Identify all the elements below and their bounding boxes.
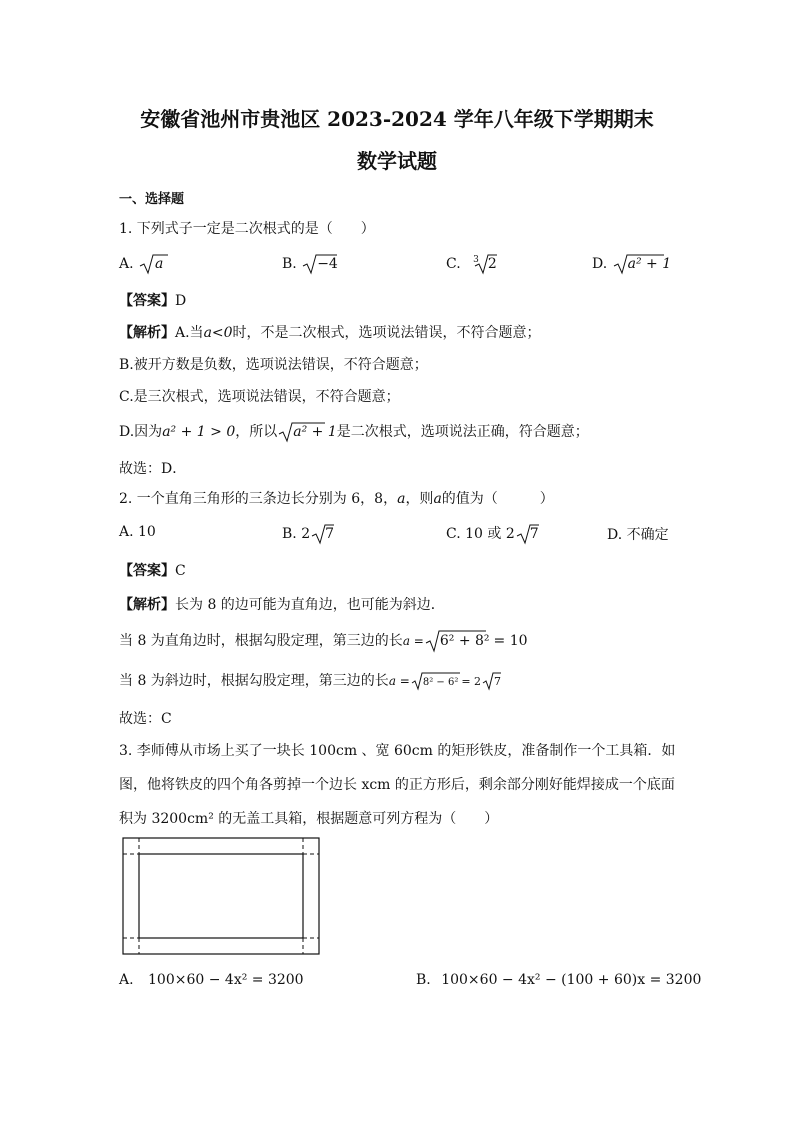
radicand: −4 (317, 256, 338, 272)
radicand: a² + 1 (627, 256, 672, 272)
math-expression: 100×60 − 4x² = 3200 (148, 972, 304, 988)
q1-option-a (119, 252, 163, 276)
inner-rectangle (139, 854, 303, 938)
q2-option-b (282, 522, 334, 546)
option-label: A. (119, 256, 134, 272)
q1-analysis-line-4 (119, 420, 589, 444)
option-label: D. (592, 256, 608, 272)
option-label: C. (446, 256, 461, 272)
q1-analysis-line-1 (119, 322, 541, 342)
q1-answer (119, 290, 186, 310)
question-2-stem (119, 488, 554, 508)
math-result: = 10 (493, 633, 528, 649)
radicand: 7 (494, 675, 502, 688)
q1-analysis-line-3: C.是三次根式，选项说法错误，不符合题意； (119, 389, 400, 405)
math-result: = 2 (461, 675, 482, 688)
q3-option-a (119, 972, 304, 988)
q2-answer (119, 560, 186, 580)
q2-option-a: A. 10 (119, 524, 156, 540)
question-3-stem-line-2: 图，他将铁皮的四个角各剪掉一个边长 xcm 的正方形后，剩余部分刚好能焊接成一个底面 (119, 777, 675, 793)
q2-analysis-line-1 (119, 594, 445, 614)
analysis-tag: 【解析】 (119, 597, 175, 613)
q1-option-c (446, 252, 497, 276)
analysis-text: ，所以 (235, 424, 278, 440)
radicand: 2 (487, 256, 497, 272)
q3-option-b (416, 972, 701, 988)
option-label: C. 10 或 2 (446, 526, 515, 542)
document-title: 安徽省池州市贵池区 2023-2024 学年八年级下学期期末 (140, 107, 654, 131)
answer-value: C (175, 563, 186, 579)
q1-analysis-line-2: B.被开方数是负数，选项说法错误，不符合题意； (119, 357, 428, 373)
stem-text: 2. 一个直角三角形的三条边长分别为 6，8， (119, 491, 398, 507)
section-heading: 一、选择题 (119, 192, 185, 207)
document-subtitle: 数学试题 (357, 149, 437, 173)
analysis-tag: 【解析】 (119, 325, 175, 341)
analysis-text: 当 8 为直角边时，根据勾股定理，第三边的长 (119, 633, 403, 649)
math-expression: a² + 1 > 0 (162, 424, 236, 440)
question-3-stem-line-3: 积为 3200cm² 的无盖工具箱，根据题意可列方程为（ ） (119, 811, 499, 827)
cut-lines (123, 838, 319, 954)
question-1-stem: 1. 下列式子一定是二次根式的是（ ） (119, 221, 375, 237)
q1-option-d (592, 252, 671, 276)
radicand: 8² − 6² (422, 677, 459, 688)
math-expression: a<0 (203, 325, 233, 341)
answer-value: D (175, 293, 187, 309)
q2-option-d: D. 不确定 (607, 527, 669, 543)
math-expression: a = (388, 674, 410, 688)
option-label: A. (119, 972, 134, 988)
radicand: 7 (529, 526, 539, 542)
q2-analysis-line-4: 故选：C (119, 711, 172, 727)
option-label: B. (282, 256, 297, 272)
q1-option-b (282, 252, 338, 276)
radicand: 7 (325, 526, 335, 542)
root-index: 3 (473, 255, 479, 266)
q2-analysis-line-3 (119, 670, 501, 692)
coefficient: 2 (301, 526, 311, 542)
answer-tag: 【答案】 (119, 563, 175, 579)
stem-text: ，则 (405, 491, 434, 507)
answer-tag: 【答案】 (119, 293, 175, 309)
sheet-metal-diagram (119, 834, 323, 958)
outer-rectangle (123, 838, 319, 954)
math-expression: 100×60 − 4x² − (100 + 60)x = 3200 (441, 972, 702, 988)
q1-analysis-line-5: 故选：D． (119, 461, 187, 477)
q2-analysis-line-2 (119, 628, 528, 654)
analysis-text: D.因为 (119, 424, 163, 440)
option-label: B. (282, 526, 297, 542)
option-label: B. (416, 972, 431, 988)
math-variable: a (397, 491, 406, 507)
question-3-stem-line-1: 3. 李师傅从市场上买了一块长 100cm 、宽 60cm 的矩形铁皮，准备制作一个工具箱．如 (119, 743, 676, 759)
analysis-text: A.当 (175, 325, 204, 341)
radicand: 6² + 8² (439, 633, 490, 649)
sqrt-icon (138, 252, 168, 276)
radicand: a² + 1 (293, 424, 337, 440)
analysis-text: 是二次根式，选项说法正确，符合题意； (336, 424, 589, 440)
radicand: a (155, 256, 164, 272)
math-variable: a (433, 491, 442, 507)
analysis-text: 长为 8 的边可能为直角边，也可能为斜边． (175, 597, 445, 613)
q2-option-c (446, 522, 539, 546)
math-expression: a = (402, 634, 424, 648)
analysis-text: 当 8 为斜边时，根据勾股定理，第三边的长 (119, 673, 389, 689)
stem-text: 的值为（ ） (441, 491, 554, 507)
analysis-text: 时，不是二次根式，选项说法错误，不符合题意； (232, 325, 541, 341)
